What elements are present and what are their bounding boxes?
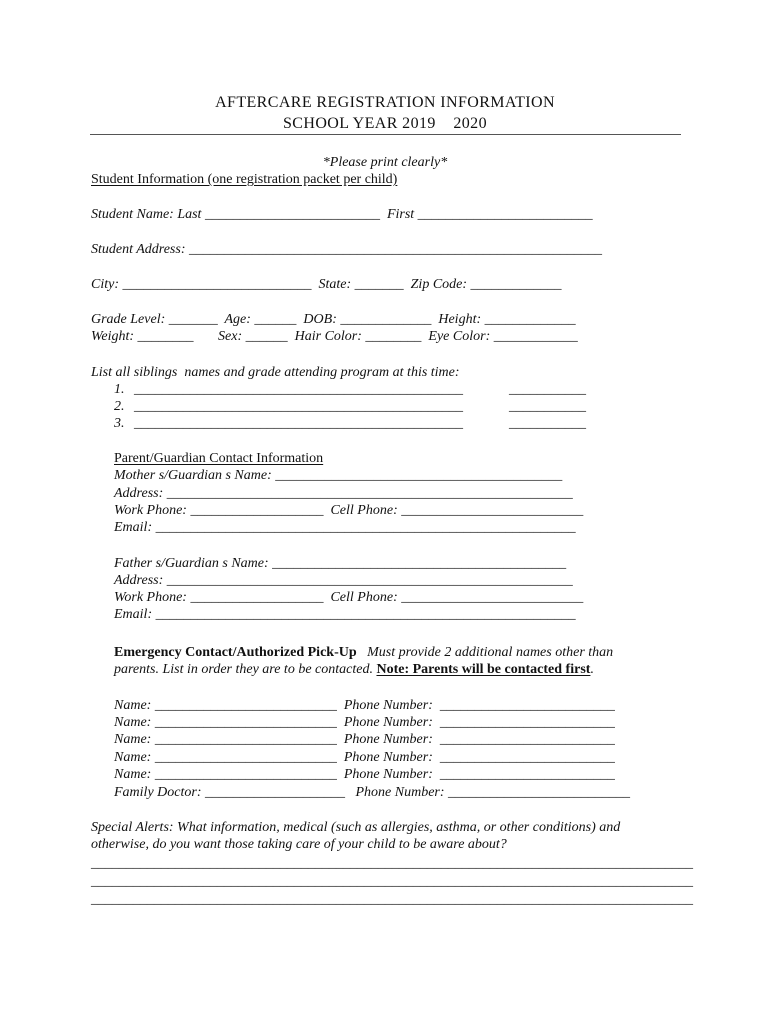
special-alerts-prompt: Special Alerts: What information, medical (such as allergies, asthma, or other conditions) and [91, 820, 621, 835]
sibling-number: 2. [114, 399, 125, 414]
emergency-contact-row[interactable]: Name: __________________________ Phone Number: _________________________ [114, 767, 615, 782]
form-title: AFTERCARE REGISTRATION INFORMATION [215, 94, 555, 111]
header-divider [90, 134, 681, 135]
father-email-field[interactable]: Email: ____________________________________________________________ [114, 607, 576, 622]
mother-phones-field[interactable]: Work Phone: ___________________ Cell Phone: __________________________ [114, 503, 584, 518]
emergency-contact-row[interactable]: Name: __________________________ Phone Number: _________________________ [114, 732, 615, 747]
family-doctor-field[interactable]: Family Doctor: ____________________ Phone Number: __________________________ [114, 785, 631, 800]
father-phones-field[interactable]: Work Phone: ___________________ Cell Phone: __________________________ [114, 590, 584, 605]
note-period: . [590, 662, 594, 677]
student-name-field[interactable]: Student Name: Last _________________________ First _________________________ [91, 207, 593, 222]
emergency-intro [114, 644, 613, 661]
emergency-contact-row[interactable]: Name: __________________________ Phone Number: _________________________ [114, 715, 615, 730]
mother-address-field[interactable]: Address: __________________________________________________________ [114, 486, 573, 501]
sibling-grade-field[interactable]: ___________ [509, 399, 586, 414]
father-address-field[interactable]: Address: __________________________________________________________ [114, 573, 573, 588]
special-alerts-line[interactable]: ______________________________________________________________________________________ [91, 892, 693, 907]
sibling-name-field[interactable]: _______________________________________________ [134, 382, 463, 397]
school-year: SCHOOL YEAR 2019 2020 [283, 115, 487, 132]
student-address-field[interactable]: Student Address: ___________________________________________________________ [91, 242, 602, 257]
sibling-grade-field[interactable]: ___________ [509, 416, 586, 431]
sibling-number: 1. [114, 382, 125, 397]
siblings-prompt: List all siblings names and grade attending program at this time: [91, 365, 460, 380]
emergency-note: Must provide 2 additional names other than [367, 645, 614, 660]
weight-sex-hair-eye-field[interactable]: Weight: ________ Sex: ______ Hair Color: ________ Eye Color: ____________ [91, 329, 578, 344]
special-alerts-prompt-cont: otherwise, do you want those taking care of your child to be aware about? [91, 837, 507, 852]
emergency-contact-row[interactable]: Name: __________________________ Phone Number: _________________________ [114, 750, 615, 765]
emergency-order-text: parents. List in order they are to be contacted. [114, 662, 377, 677]
father-name-field[interactable]: Father s/Guardian s Name: __________________________________________ [114, 556, 567, 571]
special-alerts-line[interactable]: ______________________________________________________________________________________ [91, 874, 693, 889]
parent-section-title: Parent/Guardian Contact Information [114, 451, 324, 466]
grade-age-dob-height-field[interactable]: Grade Level: _______ Age: ______ DOB: _____________ Height: _____________ [91, 312, 576, 327]
emergency-contact-row[interactable]: Name: __________________________ Phone Number: _________________________ [114, 698, 615, 713]
sibling-name-field[interactable]: _______________________________________________ [134, 399, 463, 414]
print-note: *Please print clearly* [322, 155, 448, 170]
emergency-heading: Emergency Contact/Authorized Pick-Up [114, 645, 357, 660]
sibling-grade-field[interactable]: ___________ [509, 382, 586, 397]
emergency-note-line2 [114, 661, 594, 678]
sibling-name-field[interactable]: _______________________________________________ [134, 416, 463, 431]
mother-name-field[interactable]: Mother s/Guardian s Name: _________________________________________ [114, 468, 563, 483]
mother-email-field[interactable]: Email: ____________________________________________________________ [114, 520, 576, 535]
special-alerts-line[interactable]: ______________________________________________________________________________________ [91, 856, 693, 871]
city-state-zip-field[interactable]: City: ___________________________ State: _______ Zip Code: _____________ [91, 277, 562, 292]
student-section-title: Student Information (one registration packet per child) [91, 172, 398, 187]
parents-contacted-first-note: Note: Parents will be contacted first [376, 662, 591, 677]
sibling-number: 3. [114, 416, 125, 431]
